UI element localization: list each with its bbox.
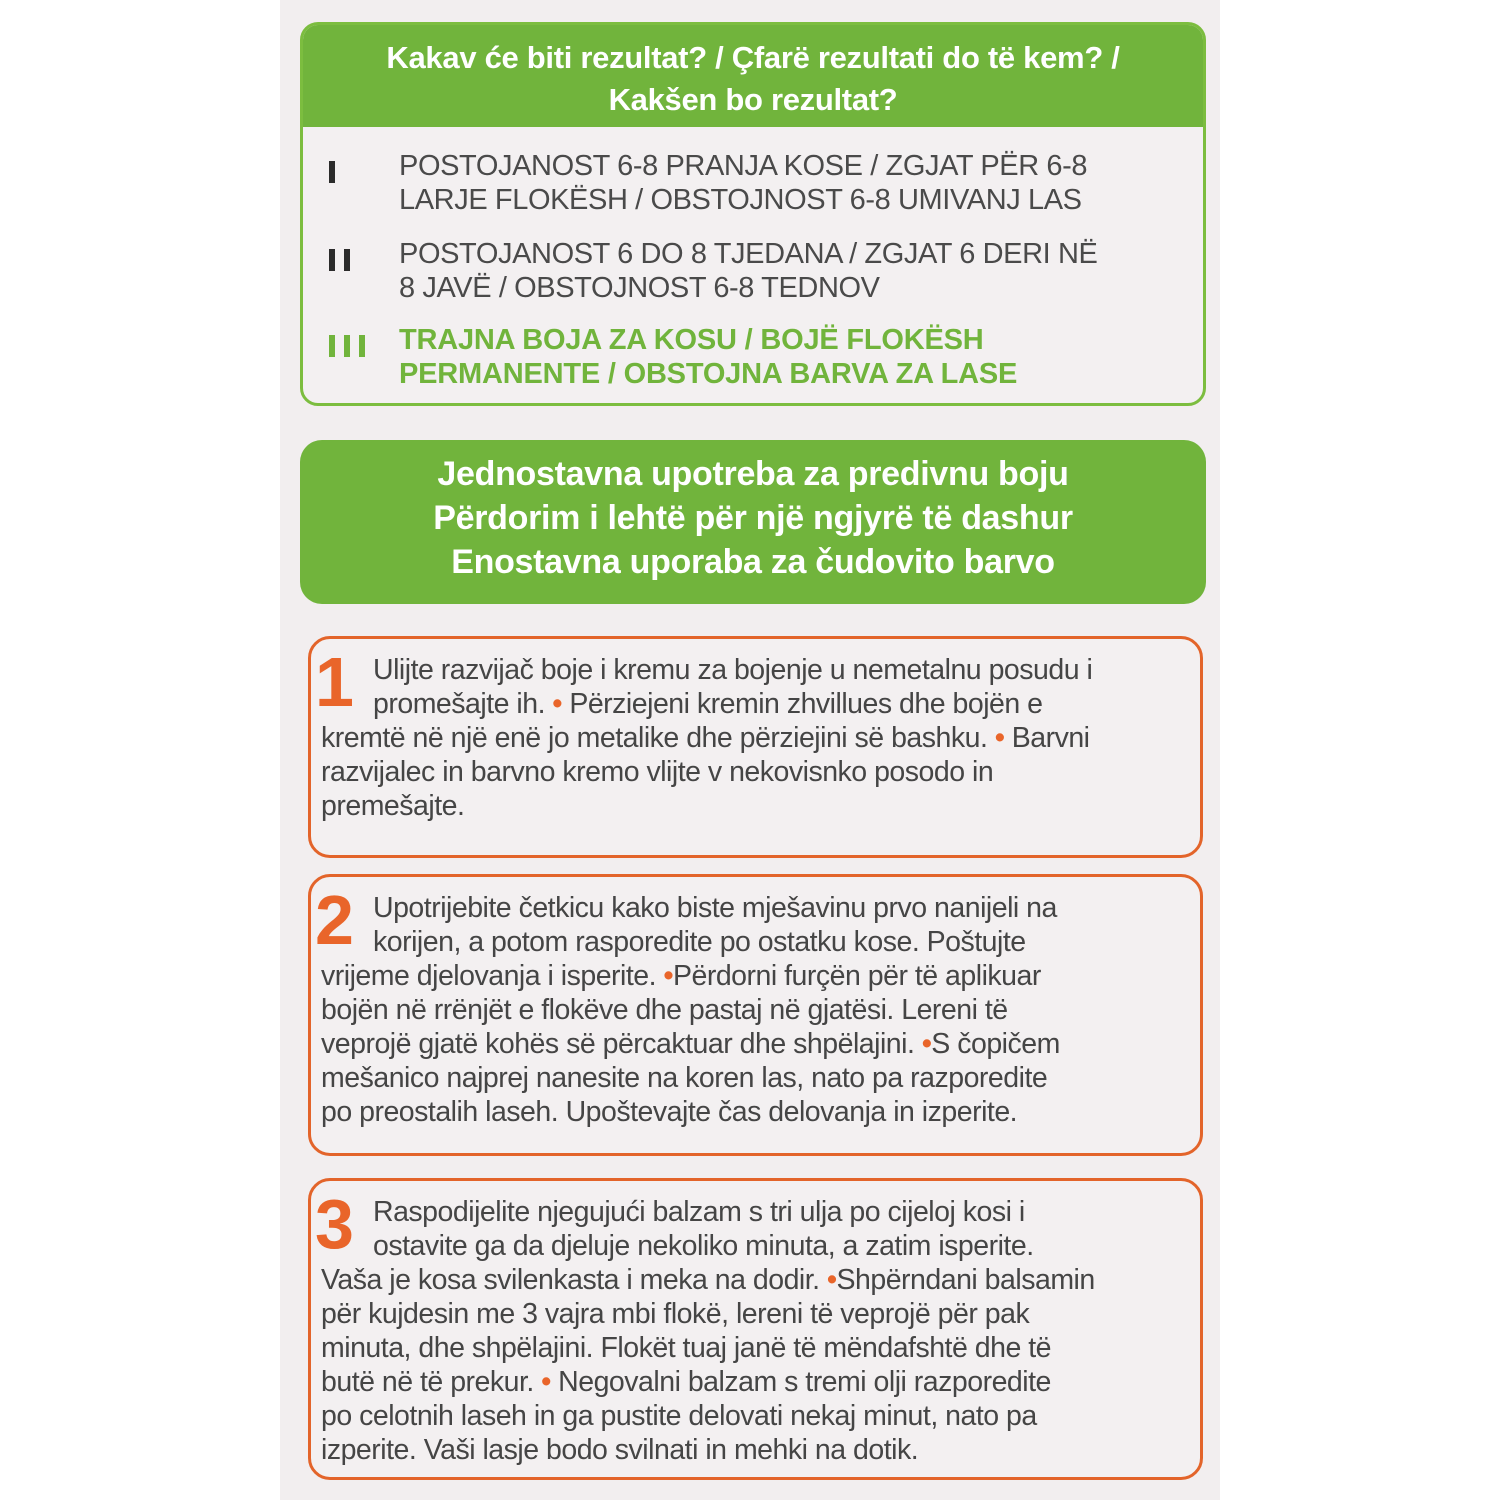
usage-banner <box>300 440 1206 604</box>
step-1-number: 1 <box>315 643 354 721</box>
step-3-number: 3 <box>315 1185 354 1263</box>
result-box <box>300 22 1206 406</box>
level-2-marker-icon <box>329 249 350 271</box>
step-1 <box>308 636 1203 858</box>
step-3-text: Raspodijelite njegujući balzam s tri ulja po cijeloj kosi i ostavite ga da djeluje nekoliko minuta, a zatim isperite. Vaša je kosa svilenkasta i meka na dodir. •Shpërndani balsamin për kujdesin me 3 vajra mbi flokë, lereni të veprojë për pak minuta, dhe shpëlajini. Flokët tuaj janë të mëndafshtë dhe të butë në të prekur. • Negovalni balzam s tremi olji razporedite po celotnih laseh in ga pustite delovati nekaj minut, nato pa izperite. Vaši lasje bodo svilnati in mehki na dotik. <box>321 1196 1095 1466</box>
usage-line1: Jednostavna upotreba za predivnu boju <box>437 455 1069 493</box>
level-1-marker-icon <box>329 161 335 183</box>
step-2 <box>308 874 1203 1156</box>
step-1-text: Ulijte razvijač boje i kremu za bojenje u nemetalnu posudu i promešajte ih. • Përziejeni kremin zhvillues dhe bojën e kremtë në një enë jo metalike dhe përziejini së bashku. • Barvni razvijalec in barvno kremo vlijte v nekovisnko posodo in premešajte. <box>321 654 1093 822</box>
step-3 <box>308 1178 1203 1480</box>
bullet-dot-icon: • <box>921 1028 932 1060</box>
result-heading <box>303 25 1203 127</box>
level-3-marker-icon <box>329 335 365 357</box>
bullet-dot-icon: • <box>552 688 562 720</box>
usage-line3: Enostavna uporaba za čudovito barvo <box>451 543 1055 581</box>
bullet-dot-icon: • <box>827 1264 837 1296</box>
bullet-dot-icon: • <box>541 1366 551 1398</box>
bullet-dot-icon: • <box>663 960 673 992</box>
result-heading-line1: Kakav će biti rezultat? / Çfarë rezultati do të kem? / <box>386 40 1120 75</box>
result-heading-line2: Kakšen bo rezultat? <box>608 82 898 117</box>
level-2-text: POSTOJANOST 6 DO 8 TJEDANA / ZGJAT 6 DERI NË 8 JAVË / OBSTOJNOST 6-8 TEDNOV <box>399 238 1098 304</box>
step-2-number: 2 <box>315 881 354 959</box>
bullet-dot-icon: • <box>994 722 1005 754</box>
usage-line2: Përdorim i lehtë për një ngjyrë të dashur <box>433 499 1073 537</box>
level-3-text: TRAJNA BOJA ZA KOSU / BOJË FLOKËSH PERMANENTE / OBSTOJNA BARVA ZA LASE <box>399 324 1018 390</box>
step-2-text: Upotrijebite četkicu kako biste mješavinu prvo nanijeli na korijen, a potom rasporedite po ostatku kose. Poštujte vrijeme djelovanja i isperite. •Përdorni furçën për të aplikuar bojën në rrënjët e flokëve dhe pastaj në gjatësi. Lereni të veprojë gjatë kohës së përcaktuar dhe shpëlajini. •S čopičem mešanico najprej nanesite na koren las, nato pa razporedite po preostalih laseh. Upoštevajte čas delovanja in izperite. <box>321 892 1060 1128</box>
level-1-text: POSTOJANOST 6-8 PRANJA KOSE / ZGJAT PËR 6-8 LARJE FLOKËSH / OBSTOJNOST 6-8 UMIVANJ LAS <box>399 150 1088 216</box>
